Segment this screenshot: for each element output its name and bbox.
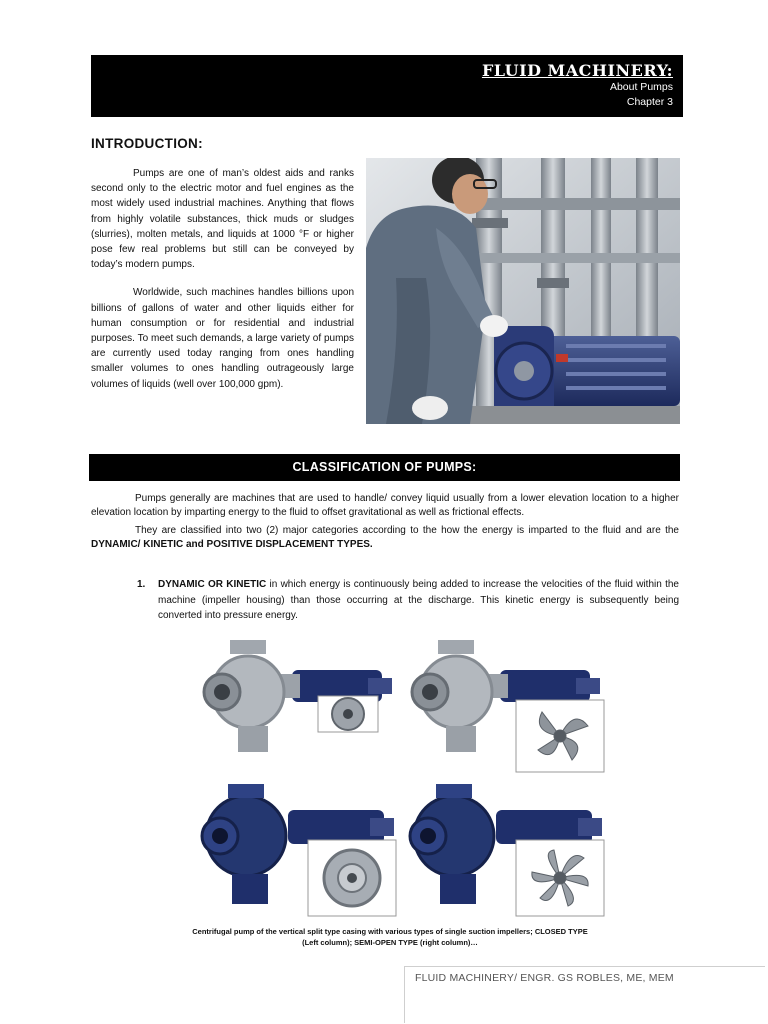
dynamic-kinetic-term: DYNAMIC OR KINETIC [158,579,267,590]
figure-caption-line-1: Centrifugal pump of the vertical split type casing with various types of single suction impellers; CLOSED TYPE [192,927,588,936]
list-item [137,577,679,624]
dynamic-kinetic-description: in which energy is continuously being added to increase the velocities of the fluid within the machine (impeller housing) than those occurring at the discharge. This kinetic energy is subsequently being converted into pressure energy. [158,579,679,621]
introduction-paragraph-1: Pumps are one of man’s oldest aids and ranks second only to the electric motor and fuel engines as the most widely used industrial machines. Anything that flows from highly volatile substances, thick muds or sludges (slurries), molten metals, and liquids at 1000 °F or higher pose few real problems but still can be conveyed by today’s modern pumps. [91,168,354,271]
footer-text: FLUID MACHINERY/ ENGR. GS ROBLES, ME, MEM [415,972,674,984]
pump-image-semi-open-impeller-1 [408,634,608,774]
list-item-number: 1. [137,579,146,590]
classification-heading: CLASSIFICATION OF PUMPS: [89,454,680,481]
document-subtitle: About Pumps [609,81,673,93]
classification-paragraph-2-text: They are classified into two (2) major categories according to the how the energy is imparted to the fluid and are the [135,525,679,536]
figure-caption-line-2: (Left column); SEMI-OPEN TYPE (right column)… [302,938,478,947]
list-item-body [158,577,679,624]
document-title: FLUID MACHINERY: [481,61,673,80]
pump-image-closed-impeller-2 [200,780,400,920]
classification-text [91,492,679,556]
pump-image-semi-open-impeller-2 [408,780,608,920]
introduction-heading: INTRODUCTION: [91,136,203,151]
classification-paragraph-1: Pumps generally are machines that are used to handle/ convey liquid usually from a lower elevation location to a higher elevation location by imparting energy to the fluid to offset gravitational as well as frictional effects. [91,493,679,518]
page-footer [404,966,765,1023]
figure-caption [150,926,630,948]
document-header [91,55,683,117]
centrifugal-pump-figure [200,634,608,918]
chapter-label: Chapter 3 [626,96,673,108]
introduction-paragraph-2: Worldwide, such machines handles billions upon billions of gallons of water and other liquids either for human consumption or for residential and industrial purposes. To meet such demands, a large variety of pumps are currently used today ranging from ones handling smaller volumes to ones handling outrageously large volumes of liquids (well over 100,000 gpm). [91,287,354,390]
pump-types-emphasis: DYNAMIC/ KINETIC and POSITIVE DISPLACEMENT TYPES. [91,538,373,550]
introduction-text [91,166,354,405]
classification-paragraph-2 [91,524,679,551]
worker-pump-photo [366,158,680,424]
pump-image-closed-impeller-1 [200,634,400,774]
